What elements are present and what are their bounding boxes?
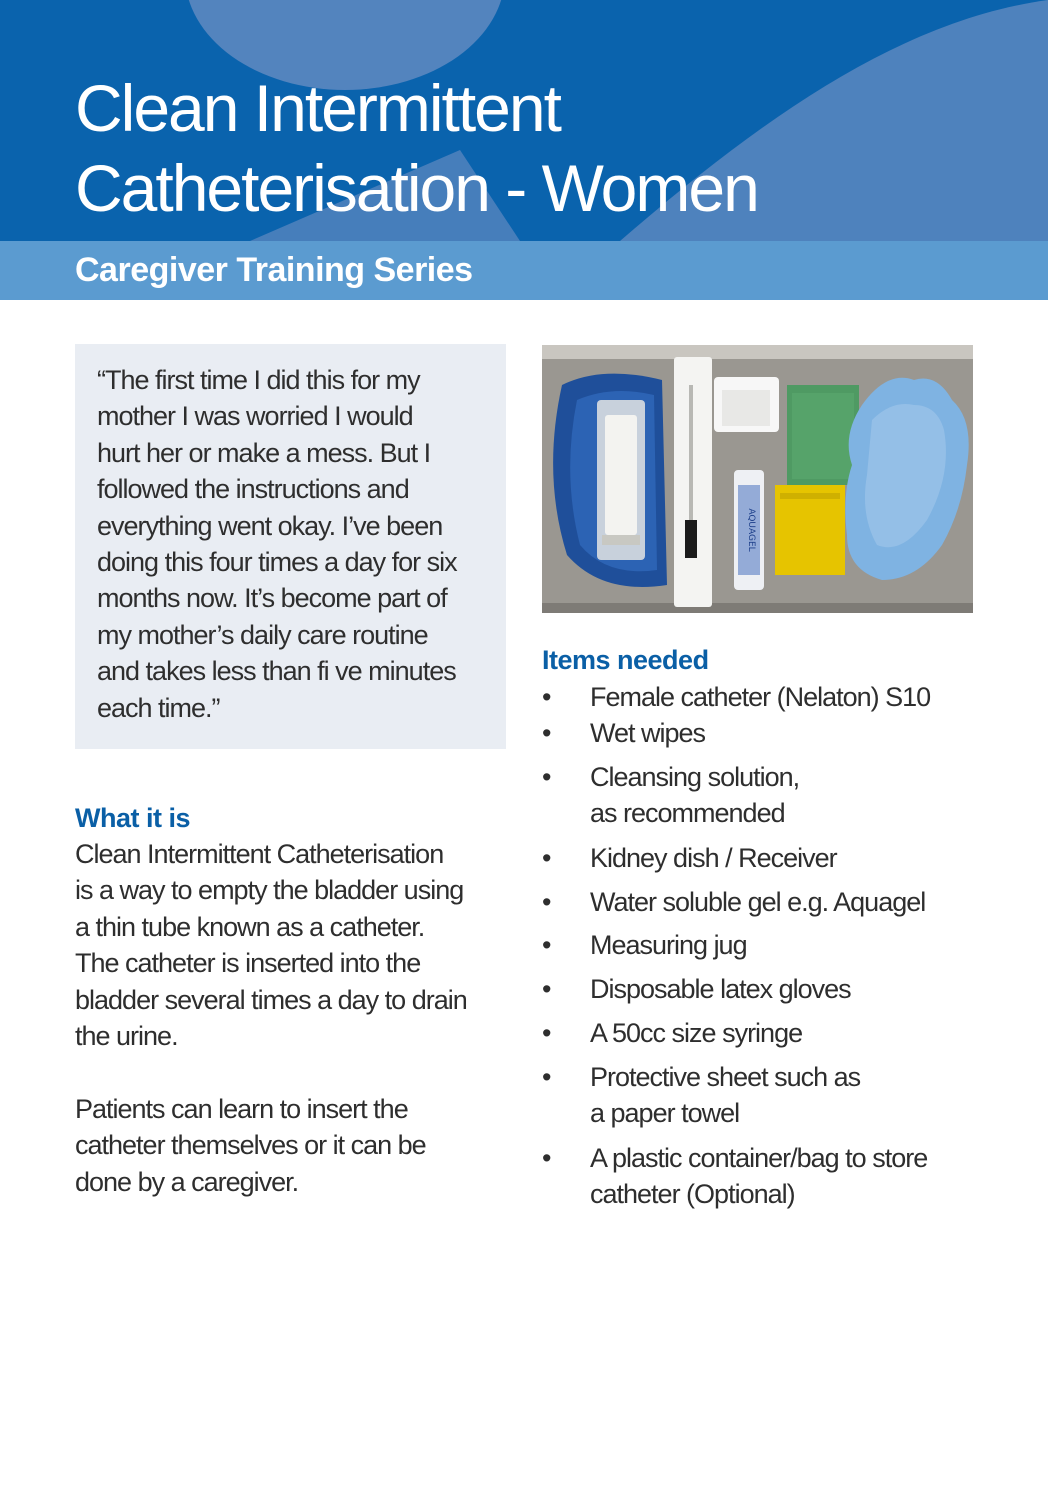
item-line: catheter (Optional) [590,1179,795,1210]
syringe-plunger [602,535,640,545]
item-line: A plastic container/bag to store [590,1143,928,1173]
quote-line: months now. It’s become part of [97,583,447,614]
syringe-barrel [605,415,637,535]
page-title-line2: Catheterisation - Women [75,151,758,225]
green-towel-texture [792,393,854,479]
paragraph-line: Clean Intermittent Catheterisation [75,839,444,869]
item-line: Kidney dish / Receiver [590,843,837,873]
caregiver-paragraph [75,1091,515,1200]
catheter-connector [685,520,697,558]
paragraph-line: bladder several times a day to drain [75,984,467,1015]
list-item-text [590,715,980,751]
list-item-text [590,840,980,876]
list-item-text [590,1140,980,1213]
items-needed-heading: Items needed [542,645,709,675]
paragraph-line: done by a caregiver. [75,1166,299,1197]
list-item-text [590,679,980,715]
testimonial-quote [97,362,497,726]
bullet: • [542,1062,551,1092]
bullet: • [542,1018,551,1048]
quote-line: my mother’s daily care routine [97,619,428,650]
quote-line: followed the instructions and [97,474,409,505]
bullet: • [542,887,551,917]
paragraph-line: is a way to empty the bladder using [75,875,464,906]
item-line: a paper towel [590,1098,740,1129]
photo-shelf-edge [542,345,973,359]
list-item-text [590,1059,980,1132]
paragraph-line: the urine. [75,1021,178,1052]
item-line: Wet wipes [590,718,706,748]
quote-line: “The first time I did this for my [97,365,420,395]
bullet: • [542,930,551,960]
gauze-pad [722,390,770,426]
aquagel-label-text: AQUAGEL [746,508,756,552]
item-line: Female catheter (Nelaton) S10 [590,682,931,712]
yellow-bag-seal [780,493,840,499]
bullet: • [542,682,551,712]
bullet: • [542,1143,551,1173]
list-item-text [590,884,980,920]
bullet: • [542,762,551,792]
photo-bottom-edge [542,603,973,613]
item-line: Measuring jug [590,930,747,960]
item-line: Disposable latex gloves [590,974,851,1004]
what-it-is-heading: What it is [75,803,190,833]
series-subtitle: Caregiver Training Series [75,251,473,289]
paragraph-line: Patients can learn to insert the [75,1094,408,1124]
quote-line: doing this four times a day for six [97,547,457,578]
item-line: Water soluble gel e.g. Aquagel [590,887,926,917]
item-line: Protective sheet such as [590,1062,861,1092]
item-line: A 50cc size syringe [590,1018,803,1048]
bullet: • [542,974,551,1004]
item-line: Cleansing solution, [590,762,800,792]
item-line: as recommended [590,798,785,829]
page-title-line1: Clean Intermittent [75,71,560,145]
list-item-text [590,1015,980,1051]
paragraph-line: catheter themselves or it can be [75,1130,426,1161]
quote-line: hurt her or make a mess. But I [97,437,431,468]
page-title [75,68,758,228]
bullet: • [542,718,551,748]
quote-line: mother I was worried I would [97,401,413,432]
list-item-text [590,971,980,1007]
quote-line: everything went okay. I’ve been [97,510,443,541]
quote-line: each time.” [97,692,220,723]
list-item-text [590,927,980,963]
quote-line: and takes less than fi ve minutes [97,656,456,687]
supplies-photo [542,345,973,613]
paragraph-line: a thin tube known as a catheter. [75,911,425,942]
bullet: • [542,843,551,873]
list-item-text [590,759,980,832]
paragraph-line: The catheter is inserted into the [75,948,421,979]
what-it-is-paragraph [75,836,515,1054]
